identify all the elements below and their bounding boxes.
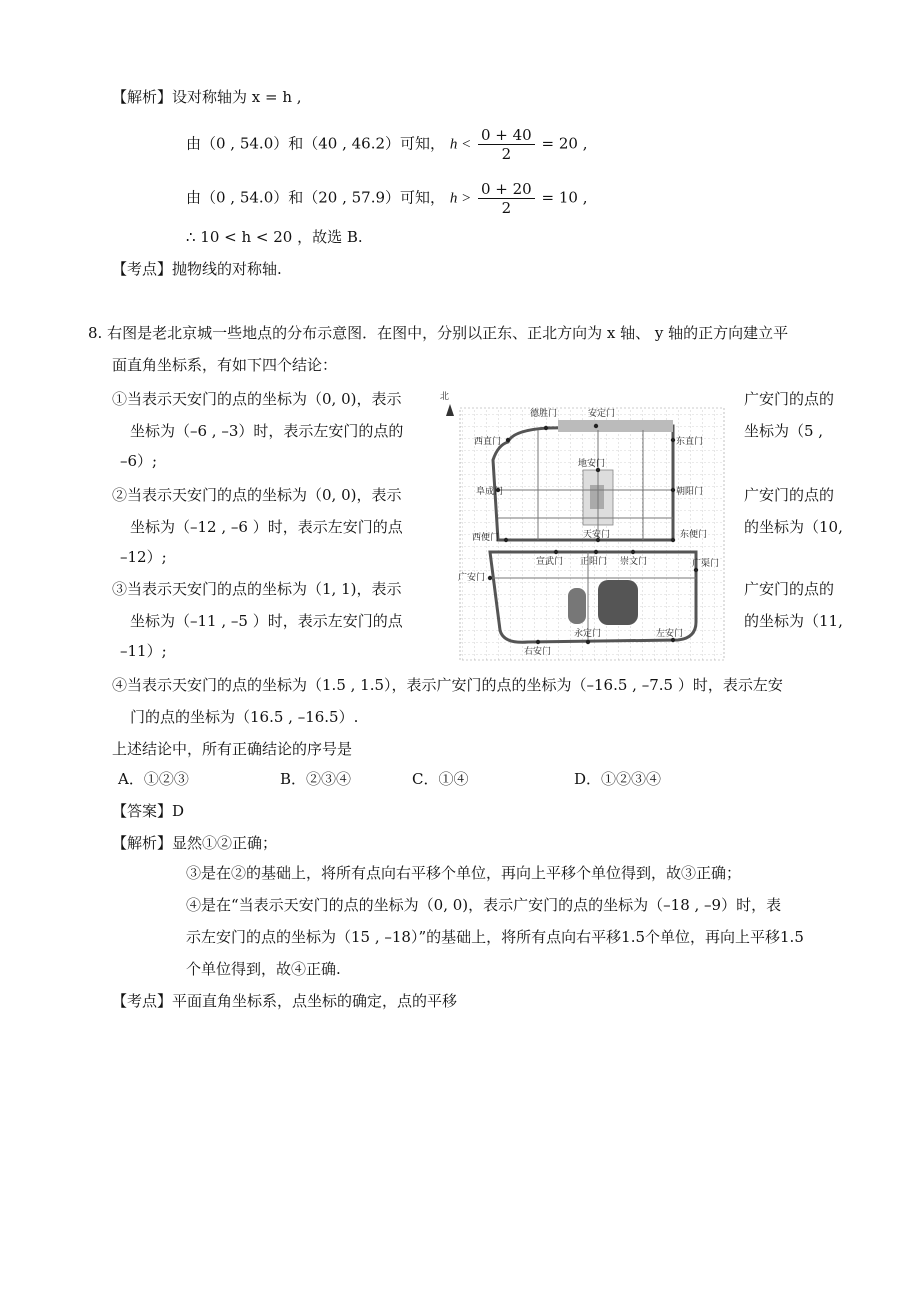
q7-analysis-intro [112, 86, 302, 108]
label-guangqumen: 广渠门 [692, 559, 720, 569]
q8-stem-line2: 面直角坐标系，有如下四个结论： [112, 356, 338, 374]
q8-answer-tag: 【答案】 [112, 802, 173, 820]
q7-line2-denominator: 2 [501, 199, 512, 217]
label-chongwenmen: 崇文门 [620, 557, 648, 567]
q8-conclusion-1a: ①当表示天安门的点的坐标为（0, 0)，表示 [112, 390, 402, 408]
q8-answer [112, 800, 184, 822]
q8-jiexi-line1: 显然①②正确； [172, 834, 278, 852]
q8-conclusion-1b: 广安门的点的 [744, 390, 835, 408]
q7-line1-fraction [478, 126, 535, 163]
q7-line2-text: 由（0 , 54.0）和（20 , 57.9）可知， [186, 188, 446, 207]
q8-conclusion-3b: 广安门的点的 [744, 580, 835, 598]
q8-conclusion-2b: 广安门的点的 [744, 486, 835, 504]
q8-option-d: D．①②③④ [574, 770, 662, 788]
label-xuanwumen: 宣武门 [536, 557, 564, 567]
label-youanmen: 右安门 [524, 647, 552, 657]
q7-line2-numerator: 0 + 20 [478, 180, 535, 199]
q8-conclusion-2c: 坐标为（–12 , –6 ）时，表示左安门的点 [130, 518, 403, 536]
q8-jiexi-line3: ④是在“当表示天安门的点的坐标为（0, 0)，表示广安门的点的坐标为（–18 , –9）时，表 [186, 896, 782, 914]
q7-line1-numerator: 0 + 40 [478, 126, 535, 145]
q8-jiexi-line5: 个单位得到，故④正确. [186, 960, 341, 978]
q7-kaodian-text: 抛物线的对称轴. [172, 260, 282, 278]
label-tiananmen: 天安门 [583, 530, 611, 540]
q7-line2-result: = 10 , [541, 188, 588, 207]
q7-line1-var: h < [449, 136, 472, 153]
q7-line-1 [186, 126, 587, 163]
q8-jiexi-tag: 【解析】 [112, 834, 173, 852]
q7-line1-result: = 20 , [541, 134, 588, 153]
q8-option-c: C．①④ [412, 770, 469, 788]
north-band [558, 420, 673, 432]
q8-conclusion-1c: 坐标为（–6 , –3）时，表示左安门的点的 [130, 422, 404, 440]
q8-option-b: B．②③④ [280, 770, 352, 788]
label-deshengmen: 德胜门 [530, 409, 558, 419]
label-fuchengmen: 阜成门 [476, 487, 504, 497]
label-zuoanmen: 左安门 [656, 629, 684, 639]
north-arrow-icon [446, 404, 454, 416]
label-chaoyangmen: 朝阳门 [676, 487, 704, 497]
q8-kaodian [112, 990, 457, 1012]
label-dongbianmen: 东便门 [680, 530, 708, 540]
label-xibianmen: 西便门 [472, 533, 500, 543]
q8-conclusion-2a: ②当表示天安门的点的坐标为（0, 0)，表示 [112, 486, 402, 504]
q8-conclusion-4b: 门的点的坐标为（16.5 , –16.5）. [130, 708, 359, 726]
label-andingmen: 安定门 [588, 409, 616, 419]
label-zhengyangmen: 正阳门 [580, 557, 608, 567]
q7-line2-var: h > [449, 190, 472, 207]
q8-kaodian-text: 平面直角坐标系，点坐标的确定，点的平移 [172, 992, 458, 1010]
label-yongdingmen: 永定门 [574, 629, 602, 639]
q8-jiexi-line2: ③是在②的基础上，将所有点向右平移个单位，再向上平移个单位得到，故③正确； [186, 864, 742, 882]
label-dianmen: 地安门 [578, 459, 606, 469]
q8-jiexi [112, 832, 277, 854]
q8-conclusion-1e: –6）; [120, 452, 158, 470]
temple-of-heaven [598, 580, 638, 625]
q8-kaodian-tag: 【考点】 [112, 992, 173, 1010]
label-dongzhimen: 东直门 [676, 437, 704, 447]
q7-line1-denominator: 2 [501, 145, 512, 163]
q7-kaodian [112, 258, 282, 280]
q7-line2-fraction [478, 180, 535, 217]
q8-jiexi-line4: 示左安门的点的坐标为（15 , –18）”的基础上，将所有点向右平移1.5个单位，再向上平移1.5 [186, 928, 804, 946]
q7-line-2 [186, 180, 587, 217]
q7-jiexi-tag: 【解析】 [112, 88, 173, 106]
q8-conclusion-3a: ③当表示天安门的点的坐标为（1, 1)，表示 [112, 580, 402, 598]
beijing-map-figure [438, 390, 738, 665]
q8-conclusion-2e: –12）; [120, 548, 167, 566]
q7-intro-text: 设对称轴为 x = h , [172, 88, 302, 106]
q8-option-a: A．①②③ [118, 770, 189, 788]
q8-answer-value: D [172, 802, 185, 820]
q8-conclusion-4a: ④当表示天安门的点的坐标为（1.5 , 1.5），表示广安门的点的坐标为（–16.5 , –7.5 ）时，表示左安 [112, 676, 783, 694]
q7-kaodian-tag: 【考点】 [112, 260, 173, 278]
q8-stem-line1: 8. 右图是老北京城一些地点的分布示意图．在图中，分别以正东、正北方向为 x 轴、 y 轴的正方向建立平 [88, 324, 789, 342]
label-xizhimen: 西直门 [474, 437, 502, 447]
q7-conclusion: ∴ 10 < h < 20 ，故选 B. [186, 228, 363, 246]
q8-question: 上述结论中，所有正确结论的序号是 [112, 740, 353, 758]
q8-conclusion-3c: 坐标为（–11 , –5 ）时，表示左安门的点 [130, 612, 403, 630]
forbidden-city [590, 485, 604, 509]
q7-line1-text: 由（0 , 54.0）和（40 , 46.2）可知， [186, 134, 446, 153]
q8-conclusion-3d: 的坐标为（11, [744, 612, 843, 630]
q8-conclusion-3e: –11）; [120, 642, 167, 660]
q8-conclusion-2d: 的坐标为（10, [744, 518, 843, 536]
q8-conclusion-1d: 坐标为（5 , [744, 422, 824, 440]
xiannongtan [568, 588, 586, 624]
label-guanganmen: 广安门 [458, 573, 486, 583]
north-label: 北 [440, 392, 450, 402]
